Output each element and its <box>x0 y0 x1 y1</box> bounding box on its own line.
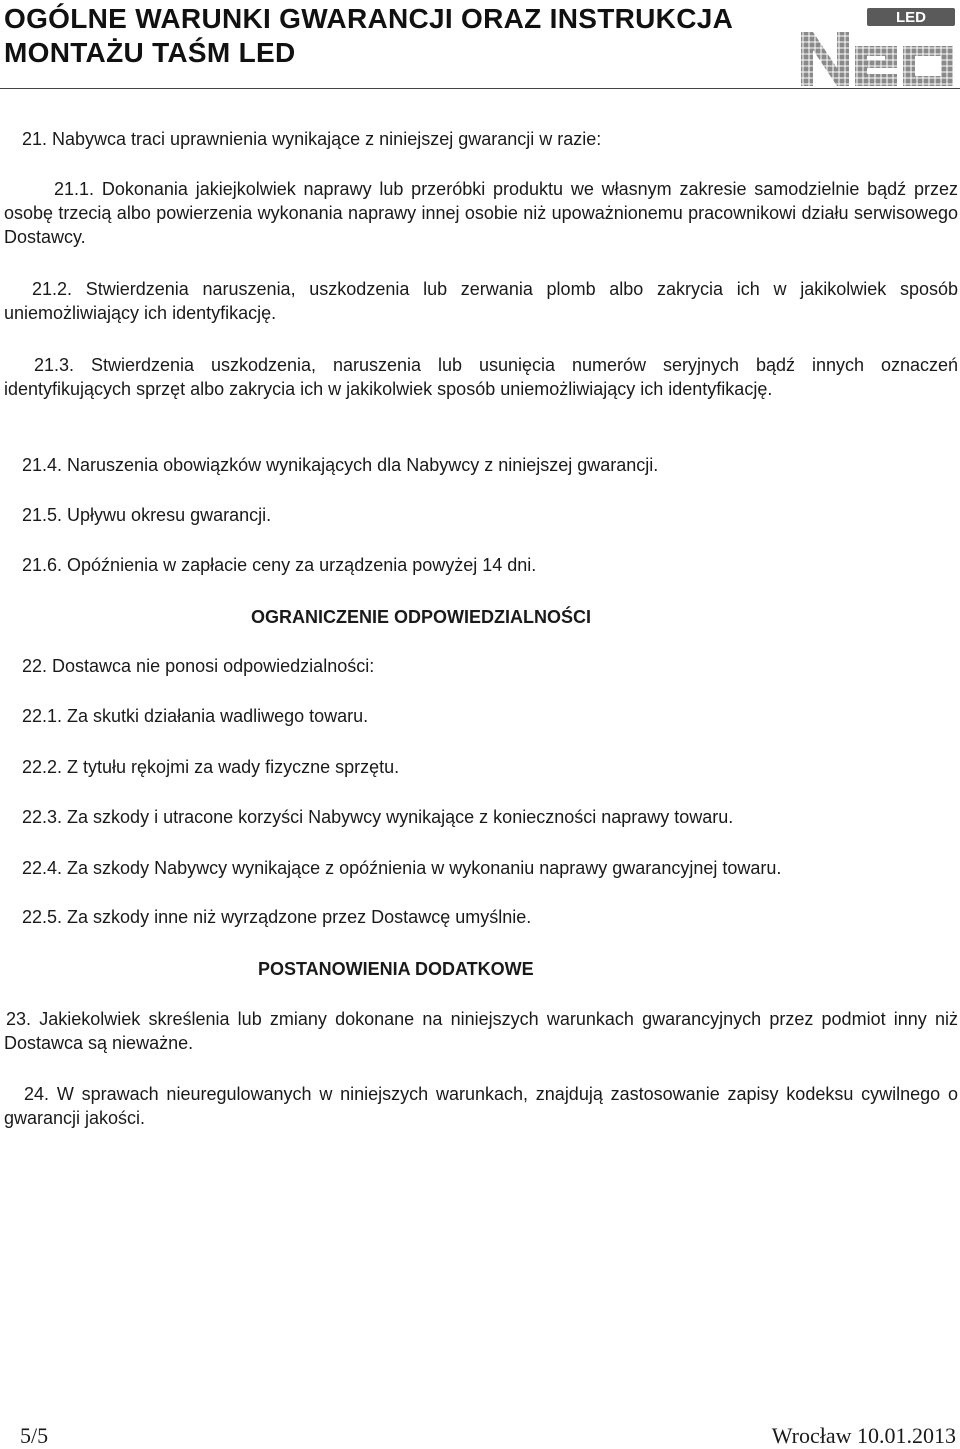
document-title-line-1: OGÓLNE WARUNKI GWARANCJI ORAZ INSTRUKCJA <box>4 3 734 34</box>
section-heading-liability: OGRANICZENIE ODPOWIEDZIALNOŚCI <box>251 607 592 627</box>
page-number: 5/5 <box>20 1423 49 1448</box>
place-and-date: Wrocław 10.01.2013 <box>771 1423 956 1448</box>
clause-21: 21. Nabywca traci uprawnienia wynikające z niniejszej gwarancji w razie: <box>22 129 602 149</box>
clause-23: 23. Jakiekolwiek skreślenia lub zmiany dokonane na niniejszych warunkach gwarancyjnych przez podmiot inny niż Dostawca są nieważne. <box>4 1009 958 1053</box>
clause-22-2: 22.2. Z tytułu rękojmi za wady fizyczne sprzętu. <box>22 757 400 777</box>
clause-21-2: 21.2. Stwierdzenia naruszenia, uszkodzenia lub zerwania plomb albo zakrycia ich w jakikolwiek sposób uniemożliwiający ich identyfikację. <box>4 279 958 323</box>
header-divider <box>0 88 960 89</box>
clause-21-5: 21.5. Upływu okresu gwarancji. <box>22 505 272 525</box>
clause-21-3: 21.3. Stwierdzenia uszkodzenia, naruszenia lub usunięcia numerów seryjnych bądź innych oznaczeń identyfikujących sprzęt albo zakrycia ich w jakikolwiek sposób uniemożliwiający ich identyfikację. <box>4 355 958 399</box>
clause-22-5: 22.5. Za szkody inne niż wyrządzone przez Dostawcę umyślnie. <box>22 907 532 927</box>
clause-21-1: 21.1. Dokonania jakiejkolwiek naprawy lub przeróbki produktu we własnym zakresie samodzielnie bądź przez osobę trzecią albo powierzenia wykonania naprawy innej osobie niż upoważnionemu pracownikowi działu serwisowego Dostawcy. <box>4 179 958 247</box>
led-neo-logo-icon <box>797 6 957 90</box>
clause-21-6: 21.6. Opóźnienia w zapłacie ceny za urządzenia powyżej 14 dni. <box>22 555 537 575</box>
clause-21-4: 21.4. Naruszenia obowiązków wynikających dla Nabywcy z niniejszej gwarancji. <box>22 455 659 475</box>
clause-22-3: 22.3. Za szkody i utracone korzyści Nabywcy wynikające z konieczności naprawy towaru. <box>22 807 734 827</box>
clause-24: 24. W sprawach nieuregulowanych w niniejszych warunkach, znajdują zastosowanie zapisy kodeksu cywilnego o gwarancji jakości. <box>4 1084 958 1128</box>
svg-text:LED: LED <box>896 9 926 26</box>
clause-22-4: 22.4. Za szkody Nabywcy wynikające z opóźnienia w wykonaniu naprawy gwarancyjnej towaru. <box>22 858 782 878</box>
section-heading-additional: POSTANOWIENIA DODATKOWE <box>258 959 534 979</box>
clause-22-1: 22.1. Za skutki działania wadliwego towaru. <box>22 706 369 726</box>
clause-22: 22. Dostawca nie ponosi odpowiedzialności: <box>22 656 375 676</box>
document-title-line-2: MONTAŻU TAŚM LED <box>4 37 296 68</box>
document-title <box>4 2 784 70</box>
